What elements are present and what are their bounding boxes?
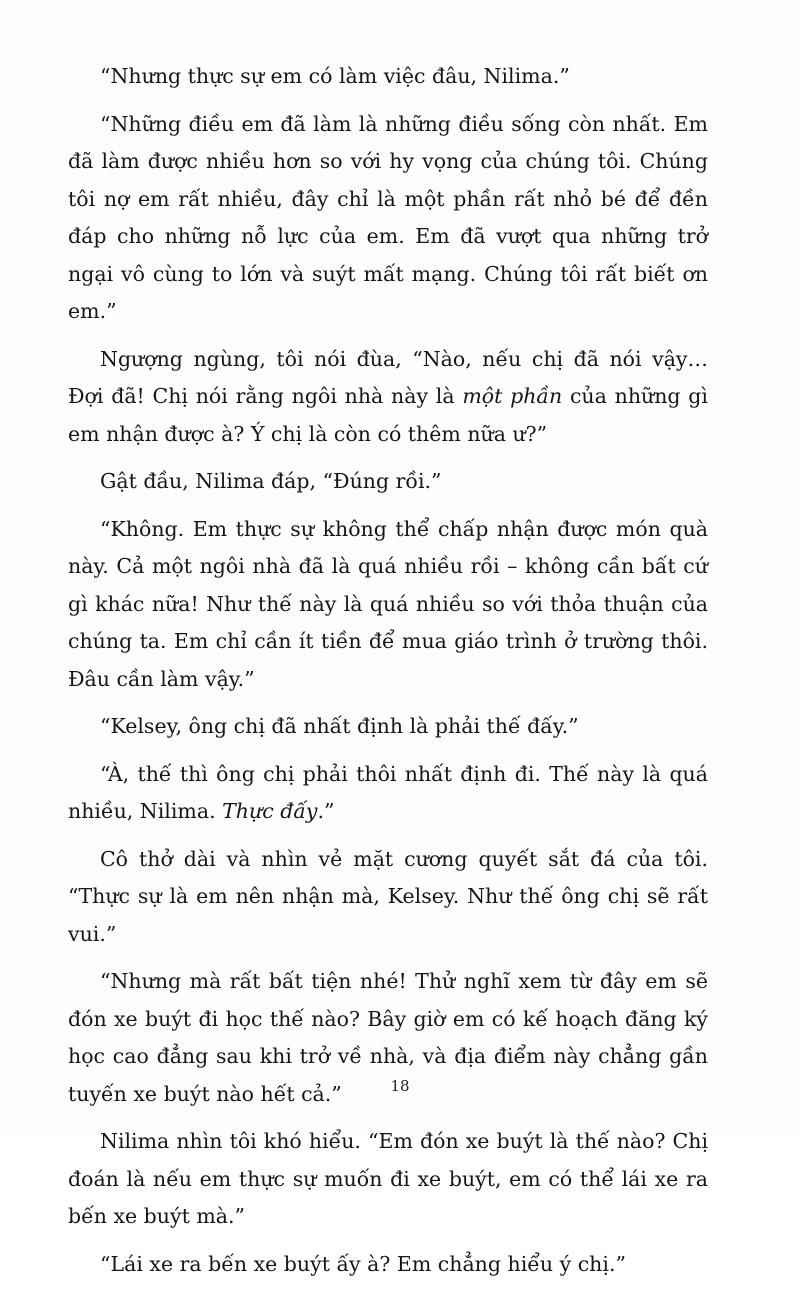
text-segment: “Lái xe ra bến xe buýt ấy à? Em chẳng hiểu ý chị.” <box>100 1251 626 1276</box>
italic-text: Thực đấy <box>222 799 318 823</box>
paragraph <box>68 341 708 454</box>
paragraph <box>68 58 708 96</box>
text-segment: “Nhưng mà rất bất tiện nhé! Thử nghĩ xem từ đây em sẽ đón xe buýt đi học thế nào? Bây giờ em có kế hoạch đăng ký học cao đẳng sau khi trở về nhà, và địa điểm này chẳng gần tuyến xe buýt nào hết cả.” <box>68 969 708 1106</box>
paragraph <box>68 463 708 501</box>
paragraph <box>68 511 708 699</box>
text-segment: “Kelsey, ông chị đã nhất định là phải thế đấy.” <box>100 714 579 738</box>
italic-text: một phần <box>462 384 563 408</box>
text-segment: “À, thế thì ông chị phải thôi nhất định đi. Thế này là quá nhiều, Nilima. <box>68 761 708 823</box>
page-body-text <box>68 58 708 1293</box>
text-segment: “Không. Em thực sự không thể chấp nhận được món quà này. Cả một ngôi nhà đã là quá nhiều rồi – không cần bất cứ gì khác nữa! Như thế này là quá nhiều so với thỏa thuận của chúng ta. Em chỉ cần ít tiền để mua giáo trình ở trường thôi. Đâu cần làm vậy.” <box>68 516 708 691</box>
text-segment: “Những điều em đã làm là những điều sống còn nhất. Em đã làm được nhiều hơn so với hy vọng của chúng tôi. Chúng tôi nợ em rất nhiều, đây chỉ là một phần rất nhỏ bé để đền đáp cho những nỗ lực của em. Em đã vượt qua những trở ngại vô cùng to lớn và suýt mất mạng. Chúng tôi rất biết ơn em.” <box>68 111 708 323</box>
paragraph <box>68 1123 708 1236</box>
paragraph <box>68 1246 708 1284</box>
text-segment: .” <box>317 799 335 823</box>
text-segment: Ngượng ngùng, tôi nói đùa, “Nào, nếu chị đã nói vậy… Đợi đã! Chị nói rằng ngôi nhà này là <box>68 346 708 408</box>
text-segment: Nilima nhìn tôi khó hiểu. “Em đón xe buýt là thế nào? Chị đoán là nếu em thực sự muốn đi xe buýt, em có thể lái xe ra bến xe buýt mà.” <box>68 1129 708 1228</box>
paragraph <box>68 106 708 331</box>
text-segment: “Nhưng thực sự em có làm việc đâu, Nilima.” <box>100 64 570 88</box>
page-number: 18 <box>390 1077 410 1095</box>
paragraph <box>68 756 708 831</box>
text-segment: Gật đầu, Nilima đáp, “Đúng rồi.” <box>100 469 442 493</box>
paragraph <box>68 708 708 746</box>
text-segment: Cô thở dài và nhìn vẻ mặt cương quyết sắt đá của tôi. “Thực sự là em nên nhận mà, Kelsey. Như thế ông chị sẽ rất vui.” <box>68 846 708 946</box>
paragraph <box>68 841 708 954</box>
text-segment: của những gì em nhận được à? Ý chị là còn có thêm nữa ư?” <box>68 384 708 446</box>
